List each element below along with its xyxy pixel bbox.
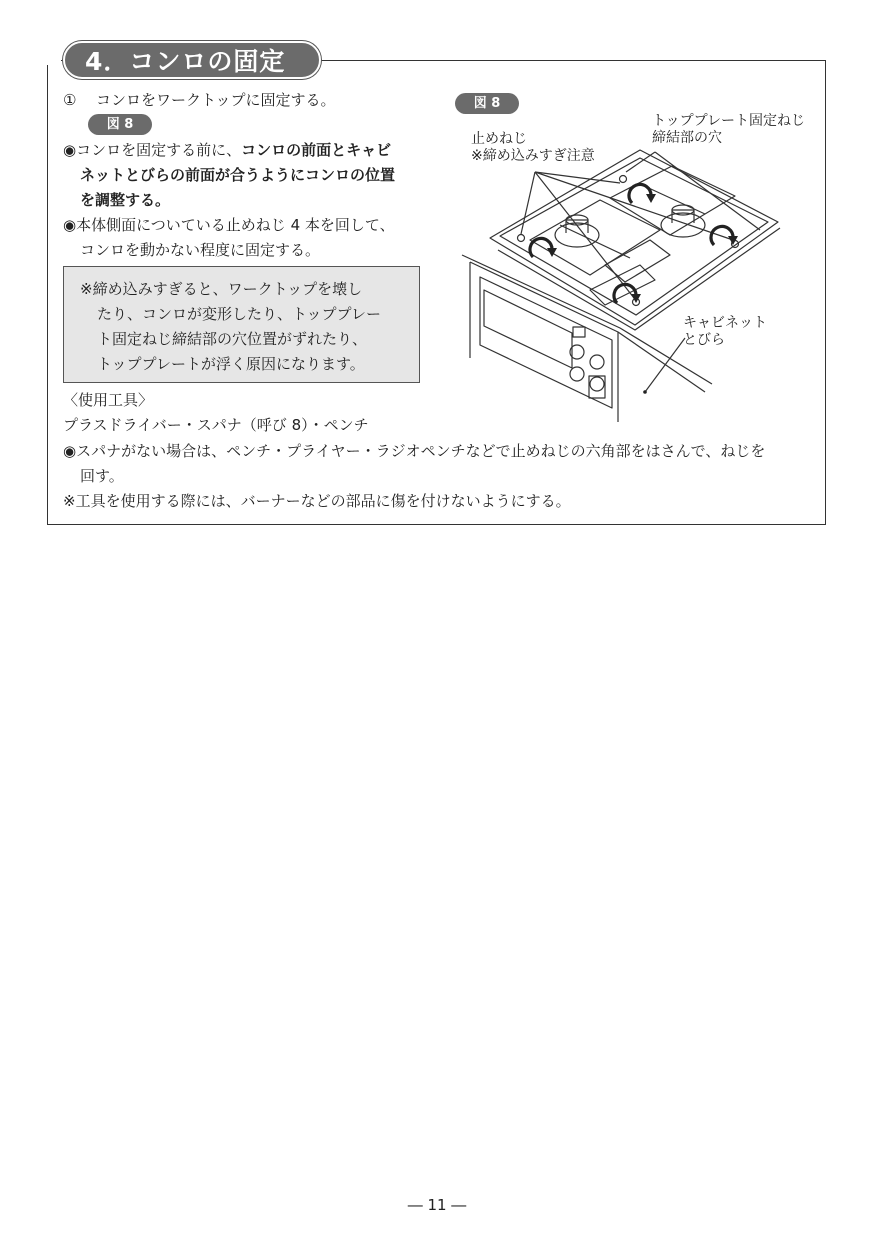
tools-note-1-line-1: ◉スパナがない場合は、ペンチ・プライヤー・ラジオペンチなどで止めねじの六角部をはさんで、ねじを (63, 442, 766, 460)
bullet-1-line-3: を調整する。 (80, 191, 171, 209)
caution-line-1: ※締め込みすぎると、ワークトップを壊し (80, 280, 363, 298)
callout-stop-screw-line-1: 止めねじ (471, 131, 527, 147)
step-number: ① (63, 91, 77, 109)
figure-ref-badge: 図 8 (88, 114, 152, 135)
bullet-1-line-2: ネットとびらの前面が合うようにコンロの位置 (80, 166, 396, 184)
tools-heading: 〈使用工具〉 (63, 391, 154, 409)
tools-note-2: ※工具を使用する際には、バーナーなどの部品に傷を付けないようにする。 (63, 492, 571, 510)
figure-label-badge: 図 8 (455, 93, 519, 114)
stove-fixing-illustration (455, 92, 815, 422)
caution-line-4: トッププレートが浮く原因になります。 (97, 355, 365, 373)
bullet-mark: ◉ (63, 141, 77, 159)
bullet-mark: ◉ (63, 216, 77, 234)
caution-line-2: たり、コンロが変形したり、トッププレー (97, 305, 381, 323)
callout-cabinet-line-2: とびら (683, 332, 725, 348)
section-title: 4．コンロの固定 (63, 41, 321, 79)
tools-note-1-line-2: 回す。 (80, 467, 124, 485)
bullet-2-line-1: ◉本体側面についている止めねじ 4 本を回して、 (63, 216, 395, 234)
tools-list: プラスドライバー・スパナ（呼び 8）・ペンチ (63, 416, 369, 434)
callout-cabinet-line-1: キャビネット (683, 315, 767, 331)
caution-box (63, 266, 420, 383)
step-text: コンロをワークトップに固定する。 (96, 91, 336, 109)
callout-stop-screw-line-2: ※締め込みすぎ注意 (471, 148, 595, 164)
page-number: ― 11 ― (407, 1196, 467, 1214)
callout-top-plate-line-2: 締結部の穴 (652, 130, 722, 146)
bullet-1-line-1: ◉コンロを固定する前に、コンロの前面とキャビ (63, 141, 392, 159)
callout-top-plate-line-1: トッププレート固定ねじ (652, 113, 806, 129)
caution-line-3: ト固定ねじ締結部の穴位置がずれたり、 (97, 330, 368, 348)
bullet-2-line-2: コンロを動かない程度に固定する。 (80, 241, 321, 259)
